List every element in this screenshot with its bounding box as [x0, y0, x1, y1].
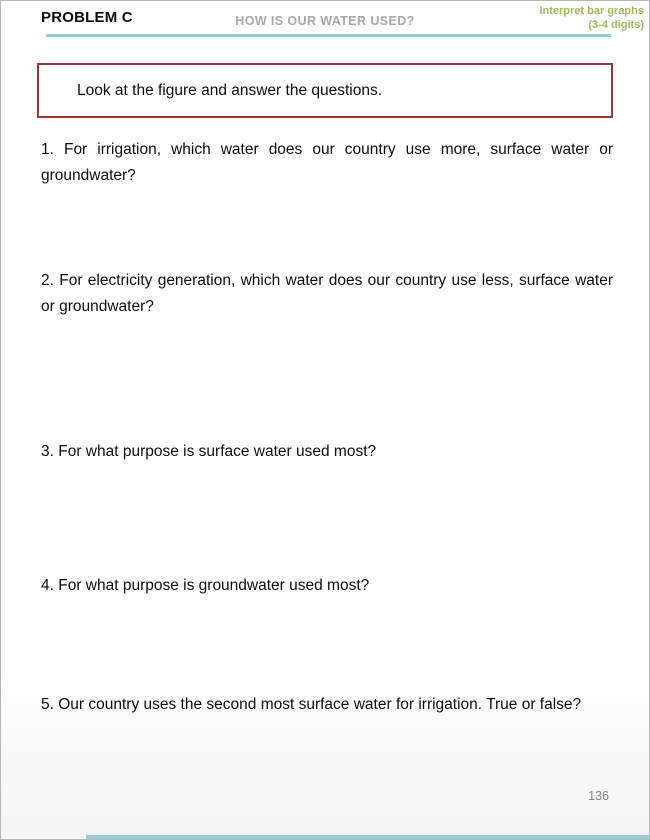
skill-tag-line1: Interpret bar graphs	[539, 5, 644, 17]
problem-label: PROBLEM C	[41, 9, 133, 26]
question-3: 3. For what purpose is surface water used most?	[41, 443, 377, 460]
page-number: 136	[588, 789, 609, 803]
question-5: 5. Our country uses the second most surface water for irrigation. True or false?	[41, 696, 582, 713]
question-2: 2. For electricity generation, which water does our country use less, surface water or groundwater?	[41, 272, 613, 315]
instruction-text: Look at the figure and answer the questions.	[77, 81, 383, 99]
footer-accent-bar	[86, 835, 649, 839]
instruction-box	[37, 63, 613, 118]
skill-tag	[539, 4, 644, 32]
question-4: 4. For what purpose is groundwater used most?	[41, 577, 370, 594]
header-underline	[46, 34, 611, 37]
question-1: 1. For irrigation, which water does our country use more, surface water or groundwater?	[41, 141, 613, 184]
skill-tag-line2: (3-4 digits)	[588, 19, 644, 31]
page-title: HOW IS OUR WATER USED?	[235, 14, 415, 28]
